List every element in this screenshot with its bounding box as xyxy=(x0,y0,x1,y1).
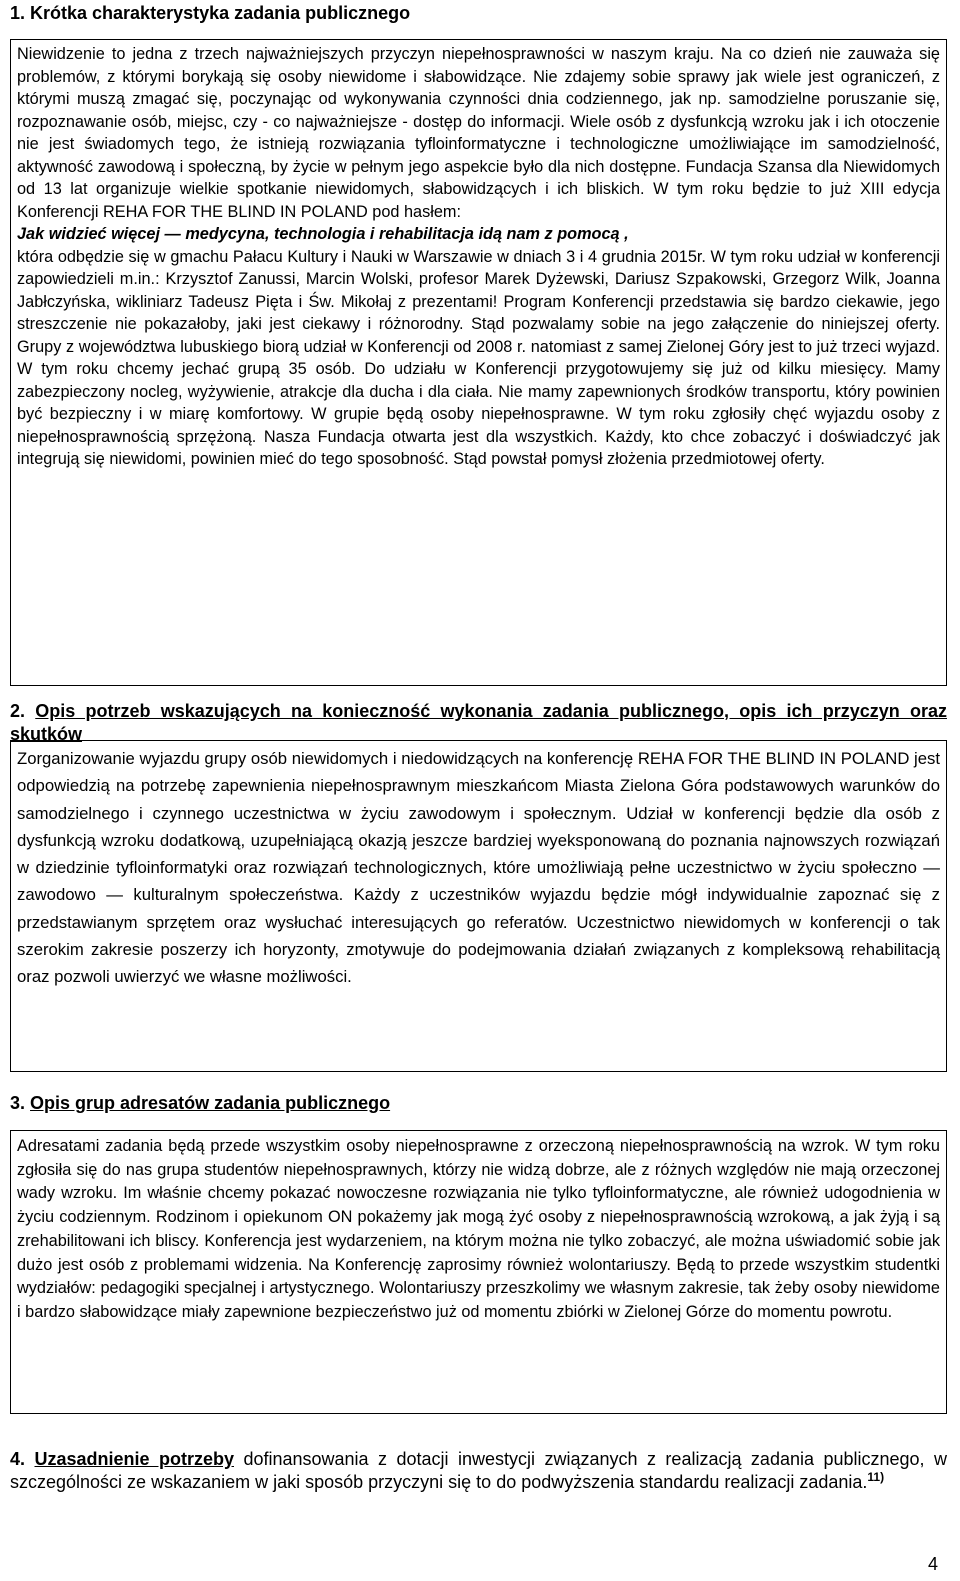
section-4-text: dofinansowania z dotacji inwestycji związanych z realizacją zadania publicznego, w szczególności ze wskazaniem w jaki sposób przyczyni się to do podwyższenia standardu realizacji zadania. xyxy=(10,1449,947,1492)
section-4-heading xyxy=(10,1448,947,1494)
section-2-number: 2. xyxy=(10,701,26,721)
section-1-box xyxy=(10,39,947,686)
section-2-box xyxy=(10,740,947,1072)
page-number: 4 xyxy=(927,1554,938,1574)
section-4-title: Uzasadnienie potrzeby xyxy=(34,1449,234,1469)
conference-motto: Jak widzieć więcej — medycyna, technologia i rehabilitacja idą nam z pomocą , xyxy=(17,225,629,243)
section-1-paragraph-b: która odbędzie się w gmachu Pałacu Kultury i Nauki w Warszawie w dniach 3 i 4 grudnia 2015r. W tym roku udział w konferencji zapowiedzieli m.in.: Krzysztof Zanussi, Marcin Wolski, profesor Marek Dyżewski, Dariusz Szpakowski, Grzegorz Wilk, Joanna Jabłczyńska, wikliniarz Tadeusz Pięta i Św. Mikołaj z prezentami! Program Konferencji przedstawia się bardzo ciekawie, jego streszczenie nie pokazałoby, jaki jest ciekawy i różnorodny. Stąd pozwalamy sobie na jego załączenie do niniejszej oferty. Grupy z województwa lubuskiego biorą udział w Konferencji od 2008 r. natomiast z samej Zielonej Góry jest to już trzeci wyjazd. W tym roku chcemy jechać grupą 35 osób. Do udziału w Konferencji przygotowujemy się już od kilku miesięcy. Mamy zabezpieczony nocleg, wyżywienie, atrakcje dla ducha i dla ciała. Nie mamy zapewnionych środków transportu, który powinien być bezpieczny i w miarę komfortowy. W grupie będą osoby niepełnosprawne. W tym roku zgłosiły chęć wyjazdu osoby z niepełnosprawnością sprzężoną. Nasza Fundacja otwarta jest dla wszystkich. Każdy, kto chce zobaczyć i doświadczyć jak integrują się niewidomi, powinien mieć do tego sposobność. Stąd powstał pomysł złożenia przedmiotowej oferty. xyxy=(17,247,940,468)
section-3-box xyxy=(10,1130,947,1414)
section-1-paragraph-a: Niewidzenie to jedna z trzech najważniejszych przyczyn niepełnosprawności w naszym kraju. Na co dzień nie zauważa się problemów, z którymi borykają się osoby niewidome i słabowidzące. Nie zdajemy sobie sprawy jak wiele jest ograniczeń, z którymi muszą zmagać się, poczynając od wykonywania czynności dnia codziennego, jak np. samodzielne poruszanie się, rozpoznawanie osób, miejsc, czy - co najważniejsze - dostęp do informacji. Wiele osób z dysfunkcją wzroku jak i ich otoczenie nie jest świadomych tego, że istnieją rozwiązania tyfloinformatyczne i technologiczne umożliwiające im samodzielność, aktywność zawodową i społeczną, by życie w pełnym jego aspekcie było dla nich dostępne. Fundacja Szansa dla Niewidomych od 13 lat organizuje wielkie spotkanie niewidomych, słabowidzących i ich bliskich. W tym roku będzie to już XIII edycja Konferencji REHA FOR THE BLIND IN POLAND pod hasłem: xyxy=(17,45,940,221)
section-3-title: Opis grup adresatów zadania publicznego xyxy=(30,1093,391,1113)
section-1-heading: 1. Krótka charakterystyka zadania publicznego xyxy=(10,3,411,23)
section-2-title: Opis potrzeb wskazujących na konieczność wykonania zadania publicznego, opis ich przyczyn oraz skutków xyxy=(10,701,947,744)
footnote-marker: 11) xyxy=(867,1470,885,1484)
section-2-text: Zorganizowanie wyjazdu grupy osób niewidomych i niedowidzących na konferencję REHA FOR THE BLIND IN POLAND jest odpowiedzią na potrzebę zapewnienia niepełnosprawnym mieszkańcom Miasta Zielona Góra podstawowych warunków do samodzielnego i czynnego uczestnictwa w życiu zawodowym i społecznym. Udział w konferencji będzie dla osób z dysfunkcją wzroku dodatkową, uzupełniającą okazją jeszcze bardziej wyeksponowaną do poznania najnowszych rozwiązań w dziedzinie tyfloinformatyki oraz rozwiązań technologicznych, które umożliwiają pełne uczestnictwo w życiu społeczno — zawodowo — kulturalnym społeczeństwa. Każdy z uczestników wyjazdu będzie mógł indywidualnie zapoznać się z przedstawianym sprzętem oraz wysłuchać interesujących go referatów. Uczestnictwo niewidomych w konferencji o tak szerokim zakresie poszerzy ich horyzonty, zmotywuje do podejmowania działań związanych z kompleksową rehabilitacją oraz pozwoli uwierzyć we własne możliwości. xyxy=(17,749,940,987)
section-3-heading xyxy=(10,1092,947,1115)
section-3-text: Adresatami zadania będą przede wszystkim osoby niepełnosprawne z orzeczoną niepełnosprawnością na wzrok. W tym roku zgłosiła się do nas grupa studentów niepełnosprawnych, którzy nie widzą dobrze, ale z różnych względów nie mają orzeczonej wady wzroku. Im właśnie chcemy pokazać nowoczesne rozwiązania nie tylko tyfloinformatyczne, ale również udogodnienia w życiu codziennym. Rodzinom i opiekunom ON pokażemy jak mogą żyć osoby z niepełnosprawnością wzrokową, a jak żyją i są zrehabilitowani ich bliscy. Konferencja jest wydarzeniem, na którym można nie tylko zobaczyć, ale można uświadomić sobie jak dużo jest osób z problemami widzenia. Na Konferencję zaprosimy również wolontariuszy. Będą to przede wszystkim studentki wydziałów: pedagogiki specjalnej i artystycznego. Wolontariuszy przeszkolimy we własnym zakresie, tak żeby osoby niewidome i bardzo słabowidzące miały zapewnione bezpieczeństwo już od momentu zbiórki w Zielonej Górze do momentu powrotu. xyxy=(17,1137,940,1321)
section-3-number: 3. xyxy=(10,1093,26,1113)
section-4-number: 4. xyxy=(10,1449,26,1469)
